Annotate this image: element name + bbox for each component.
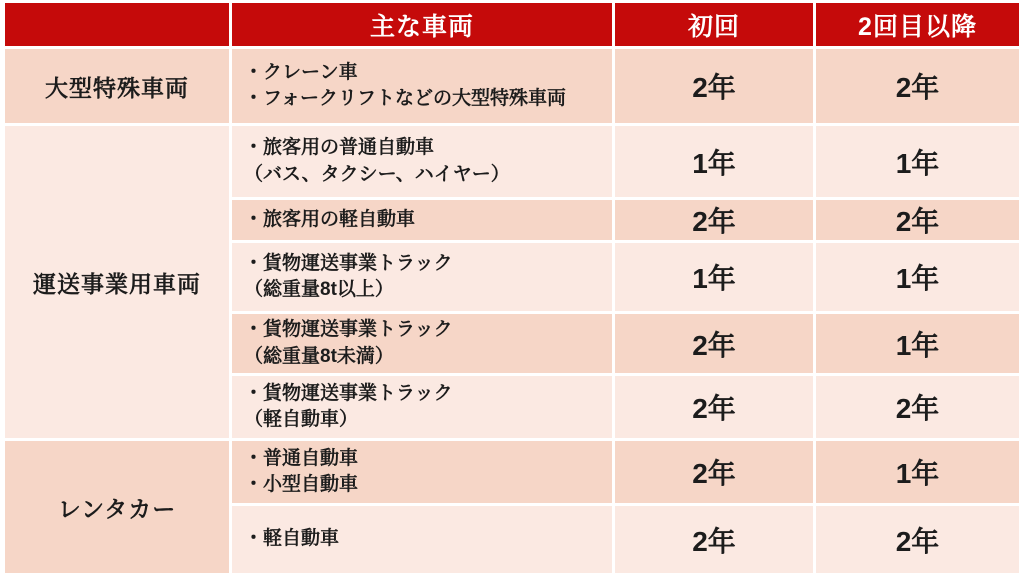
category-cell: 大型特殊車両 xyxy=(5,49,229,123)
category-cell: レンタカー xyxy=(5,441,229,573)
vehicles-cell xyxy=(232,49,612,123)
vehicle-line: ・旅客用の軽自動車 xyxy=(244,208,416,230)
column-header-vehicles: 主な車両 xyxy=(232,3,612,46)
vehicles-cell xyxy=(232,441,612,503)
vehicle-line: （総重量8t以上） xyxy=(244,279,394,300)
subsequent-inspection-cell: 1年 xyxy=(816,314,1019,373)
subsequent-inspection-cell: 2年 xyxy=(816,49,1019,123)
vehicle-line: ・軽自動車 xyxy=(244,528,340,550)
subsequent-inspection-cell: 1年 xyxy=(816,441,1019,503)
vehicles-cell xyxy=(232,314,612,373)
first-inspection-cell: 1年 xyxy=(615,126,813,197)
subsequent-inspection-cell: 2年 xyxy=(816,506,1019,573)
header-row xyxy=(5,3,1019,46)
column-header-subsequent-inspection: 2回目以降 xyxy=(816,3,1019,46)
category-cell: 運送事業用車両 xyxy=(5,126,229,438)
vehicle-line: （総重量8t未満） xyxy=(244,345,394,367)
subsequent-inspection-cell: 1年 xyxy=(816,243,1019,311)
vehicle-line: （バス、タクシー、ハイヤー） xyxy=(244,163,510,185)
vehicles-cell xyxy=(232,126,612,197)
vehicle-inspection-table xyxy=(2,0,1022,576)
vehicles-cell xyxy=(232,200,612,240)
vehicle-line: ・貨物運送事業トラック xyxy=(244,252,453,274)
vehicles-cell xyxy=(232,243,612,311)
vehicles-cell xyxy=(232,506,612,573)
vehicle-line: （軽自動車） xyxy=(244,409,359,430)
subsequent-inspection-cell: 2年 xyxy=(816,376,1019,438)
table-header xyxy=(5,3,1019,46)
vehicle-line: ・小型自動車 xyxy=(244,474,359,495)
subsequent-inspection-cell: 1年 xyxy=(816,126,1019,197)
column-header-category xyxy=(5,3,229,46)
table-row xyxy=(5,126,1019,197)
first-inspection-cell: 1年 xyxy=(615,243,813,311)
table-row xyxy=(5,49,1019,123)
first-inspection-cell: 2年 xyxy=(615,200,813,240)
vehicle-line: ・貨物運送事業トラック xyxy=(244,382,453,404)
vehicle-line: ・貨物運送事業トラック xyxy=(244,319,453,341)
vehicles-cell xyxy=(232,376,612,438)
first-inspection-cell: 2年 xyxy=(615,314,813,373)
vehicle-line: ・クレーン車 xyxy=(244,61,358,83)
first-inspection-cell: 2年 xyxy=(615,49,813,123)
first-inspection-cell: 2年 xyxy=(615,376,813,438)
vehicle-line: ・普通自動車 xyxy=(244,447,359,469)
first-inspection-cell: 2年 xyxy=(615,506,813,573)
vehicle-line: ・旅客用の普通自動車 xyxy=(244,137,435,159)
table-row xyxy=(5,441,1019,503)
subsequent-inspection-cell: 2年 xyxy=(816,200,1019,240)
table-body xyxy=(5,49,1019,573)
first-inspection-cell: 2年 xyxy=(615,441,813,503)
column-header-first-inspection: 初回 xyxy=(615,3,813,46)
vehicle-line: ・フォークリフトなどの大型特殊車両 xyxy=(244,88,567,109)
